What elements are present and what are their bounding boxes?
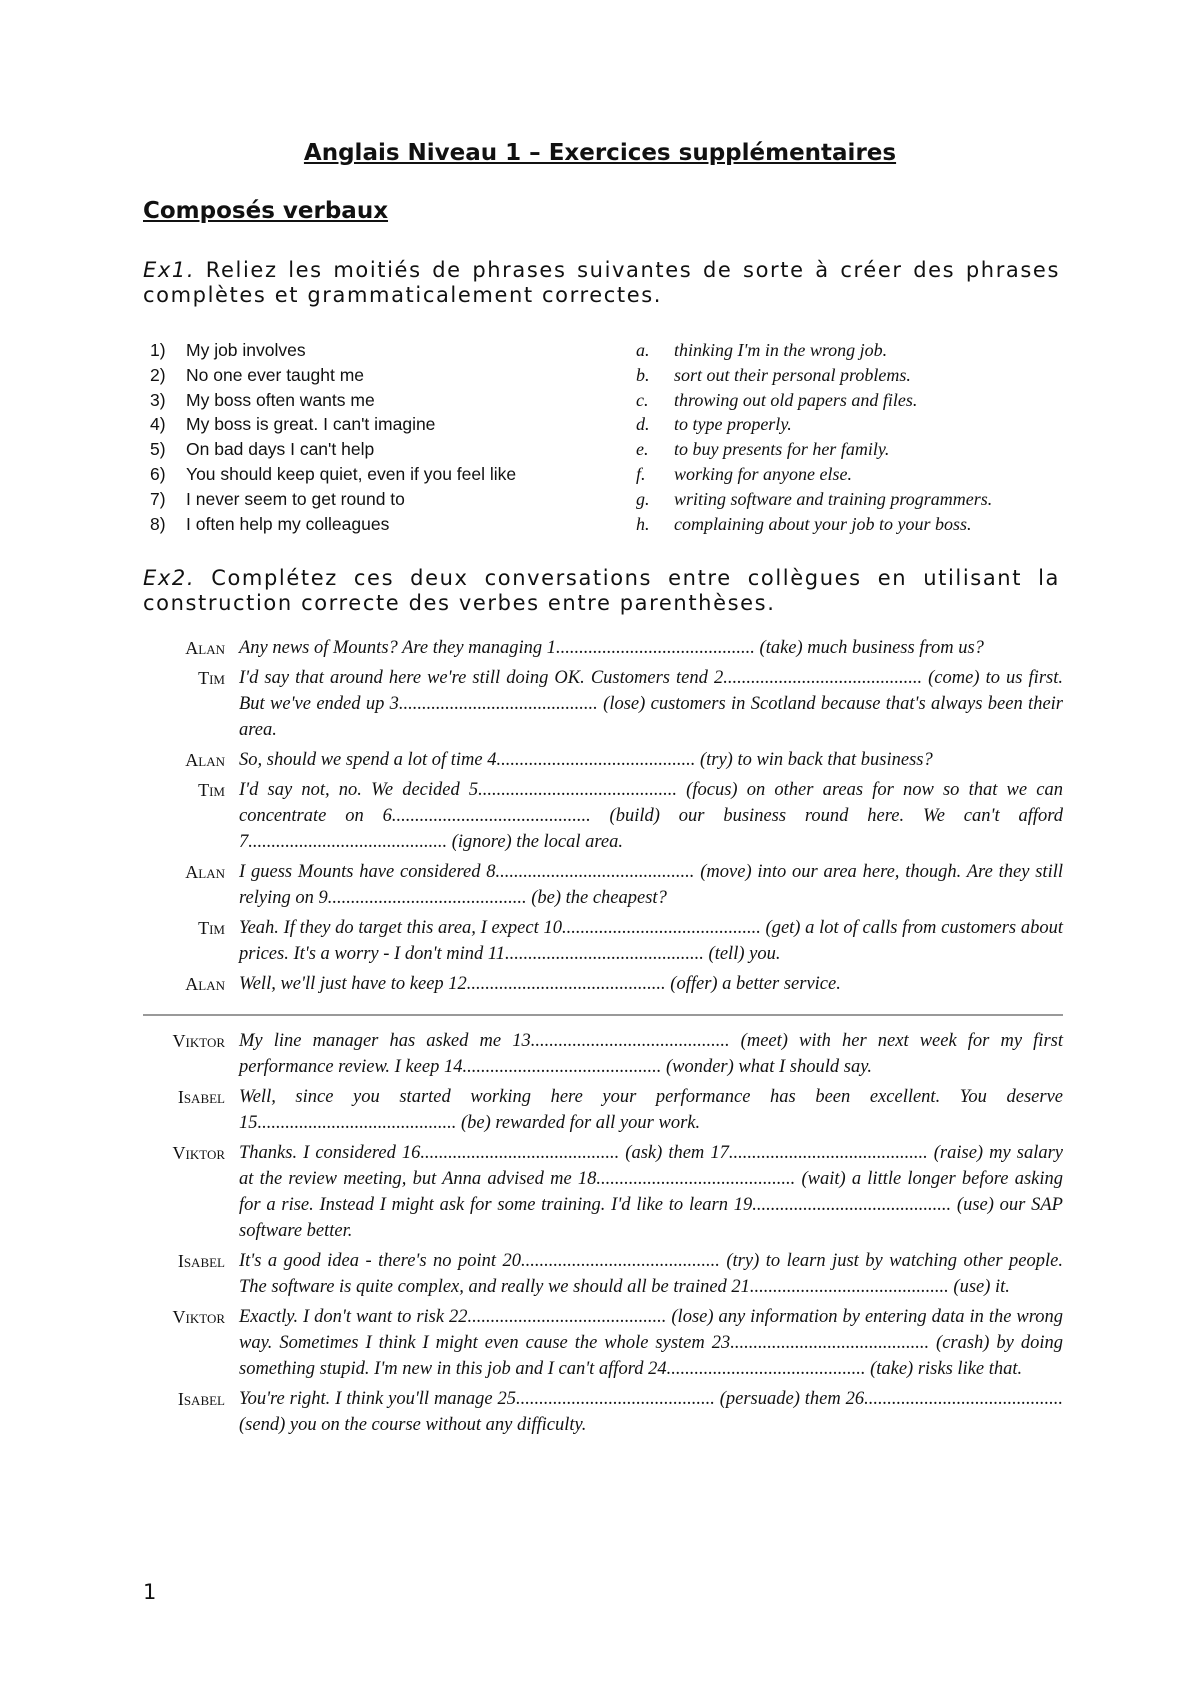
- item-number: 1): [150, 340, 166, 360]
- speech-text: Yeah. If they do target this area, I expect 10........................................... (get) a lot of calls from customers about prices. It's a worry - I don't mind 11........................................... (tell) you.: [239, 918, 1063, 964]
- speech-text: My line manager has asked me 13........................................... (meet) with her next week for my first performance review. I keep 14........................................... (wonder) what I should say.: [239, 1031, 1063, 1077]
- ex1-right-column: [636, 338, 1076, 536]
- item-letter: d.: [636, 414, 650, 435]
- list-item: [636, 412, 1076, 437]
- item-letter: b.: [636, 364, 650, 385]
- item-text: I never seem to get round to: [186, 488, 405, 509]
- ex2-instruction: [143, 566, 1060, 616]
- speaker-name: Alan: [185, 974, 225, 994]
- item-number: 4): [150, 414, 166, 435]
- conversation-2: [143, 1028, 1063, 1442]
- dialog-turn: [143, 1386, 1063, 1438]
- list-item: [636, 338, 1076, 363]
- list-item: [636, 437, 1076, 462]
- dialog-turn: [143, 665, 1063, 743]
- item-number: 2): [150, 364, 166, 385]
- item-number: 3): [150, 389, 166, 410]
- speech-text: I guess Mounts have considered 8........................................... (move) into our area here, though. Are they still relying on 9........................................... (be) the cheapest?: [239, 862, 1063, 908]
- item-letter: c.: [636, 389, 649, 410]
- speech-text: You're right. I think you'll manage 25........................................... (persuade) them 26........................................... (send) you on the course without any difficulty.: [239, 1389, 1063, 1435]
- speaker-name: Tim: [198, 780, 225, 800]
- ex2-label: Ex2.: [143, 566, 196, 590]
- section-heading: Composés verbaux: [143, 198, 389, 224]
- speech-text: Any news of Mounts? Are they managing 1........................................... (take) much business from us?: [239, 638, 984, 658]
- ex1-instruction: [143, 258, 1060, 308]
- speech-text: Thanks. I considered 16........................................... (ask) them 17........................................... (raise) my salary at the review meeting, but Anna advised me 18........................................... (wait) a little longer before asking for a rise. Instead I might ask for some training. I'd like to learn 19........................................... (use) our SAP software better.: [239, 1143, 1063, 1241]
- item-text: complaining about your job to your boss.: [674, 513, 972, 534]
- speaker-name: Viktor: [172, 1307, 225, 1327]
- ex1-left-column: [150, 338, 610, 536]
- speaker-name: Tim: [198, 668, 225, 688]
- speech-text: I'd say that around here we're still doing OK. Customers tend 2........................................... (come) to us first. But we've ended up 3........................................... (lose) customers in Scotland because that's always been their area.: [239, 668, 1063, 740]
- speaker-name: Viktor: [172, 1143, 225, 1163]
- ex1-label: Ex1.: [143, 258, 196, 282]
- item-text: to type properly.: [674, 414, 792, 435]
- dialog-turn: [143, 971, 1063, 997]
- conversation-divider: [143, 1014, 1063, 1016]
- dialog-turn: [143, 859, 1063, 911]
- speaker-name: Alan: [185, 638, 225, 658]
- speech-text: Well, we'll just have to keep 12........................................... (offer) a better service.: [239, 974, 841, 994]
- document-title: Anglais Niveau 1 – Exercices supplémentaires: [303, 140, 897, 166]
- dialog-turn: [143, 915, 1063, 967]
- item-text: You should keep quiet, even if you feel like: [186, 463, 517, 484]
- conversation-1: [143, 635, 1063, 1001]
- list-item: [636, 487, 1076, 512]
- item-letter: e.: [636, 439, 649, 460]
- item-number: 6): [150, 463, 166, 484]
- list-item: [150, 363, 610, 388]
- list-item: [150, 462, 610, 487]
- dialog-turn: [143, 1304, 1063, 1382]
- speaker-name: Isabel: [177, 1251, 225, 1271]
- item-text: My job involves: [186, 340, 306, 360]
- item-number: 8): [150, 513, 166, 534]
- speaker-name: Tim: [198, 918, 225, 938]
- speaker-name: Alan: [185, 750, 225, 770]
- dialog-turn: [143, 1140, 1063, 1244]
- list-item: [636, 462, 1076, 487]
- item-letter: h.: [636, 513, 650, 534]
- item-letter: a.: [636, 340, 650, 360]
- ex1-instruction-text: Reliez les moitiés de phrases suivantes de sorte à créer des phrases complètes et grammaticalement correctes.: [143, 258, 1060, 307]
- list-item: [150, 388, 610, 413]
- dialog-turn: [143, 777, 1063, 855]
- speaker-name: Isabel: [177, 1087, 225, 1107]
- item-text: My boss is great. I can't imagine: [186, 414, 436, 435]
- page-number: 1: [143, 1580, 157, 1604]
- speech-text: So, should we spend a lot of time 4........................................... (try) to win back that business?: [239, 750, 933, 770]
- item-number: 5): [150, 439, 166, 460]
- item-text: throwing out old papers and files.: [674, 389, 918, 410]
- item-text: working for anyone else.: [674, 463, 852, 484]
- speaker-name: Viktor: [172, 1031, 225, 1051]
- item-text: writing software and training programmers.: [674, 488, 993, 509]
- item-letter: f.: [636, 463, 646, 484]
- item-text: to buy presents for her family.: [674, 439, 890, 460]
- speech-text: Well, since you started working here your performance has been excellent. You deserve 15........................................... (be) rewarded for all your work.: [239, 1087, 1063, 1133]
- list-item: [150, 338, 610, 363]
- list-item: [150, 437, 610, 462]
- list-item: [636, 388, 1076, 413]
- speaker-name: Alan: [185, 862, 225, 882]
- item-text: On bad days I can't help: [186, 439, 375, 460]
- item-text: I often help my colleagues: [186, 513, 390, 534]
- dialog-turn: [143, 1084, 1063, 1136]
- dialog-turn: [143, 747, 1063, 773]
- item-text: No one ever taught me: [186, 364, 365, 385]
- list-item: [636, 512, 1076, 537]
- item-letter: g.: [636, 488, 650, 509]
- list-item: [150, 487, 610, 512]
- list-item: [150, 412, 610, 437]
- ex2-instruction-text: Complétez ces deux conversations entre collègues en utilisant la construction correcte des verbes entre parenthèses.: [143, 566, 1060, 615]
- list-item: [636, 363, 1076, 388]
- dialog-turn: [143, 635, 1063, 661]
- item-text: thinking I'm in the wrong job.: [674, 340, 888, 360]
- speech-text: It's a good idea - there's no point 20........................................... (try) to learn just by watching other people. The software is quite complex, and really we should all be trained 21........................................... (use) it.: [239, 1251, 1063, 1297]
- speech-text: Exactly. I don't want to risk 22........................................... (lose) any information by entering data in the wrong way. Sometimes I think I might even cause the whole system 23........................................... (crash) by doing something stupid. I'm new in this job and I can't afford 24........................................... (take) risks like that.: [239, 1307, 1063, 1379]
- list-item: [150, 512, 610, 537]
- speech-text: I'd say not, no. We decided 5........................................... (focus) on other areas for now so that we can concentrate on 6........................................... (build) our business round here. We can't afford 7........................................... (ignore) the local area.: [239, 780, 1063, 852]
- item-number: 7): [150, 488, 166, 509]
- dialog-turn: [143, 1248, 1063, 1300]
- speaker-name: Isabel: [177, 1389, 225, 1409]
- dialog-turn: [143, 1028, 1063, 1080]
- item-text: My boss often wants me: [186, 389, 375, 410]
- item-text: sort out their personal problems.: [674, 364, 911, 385]
